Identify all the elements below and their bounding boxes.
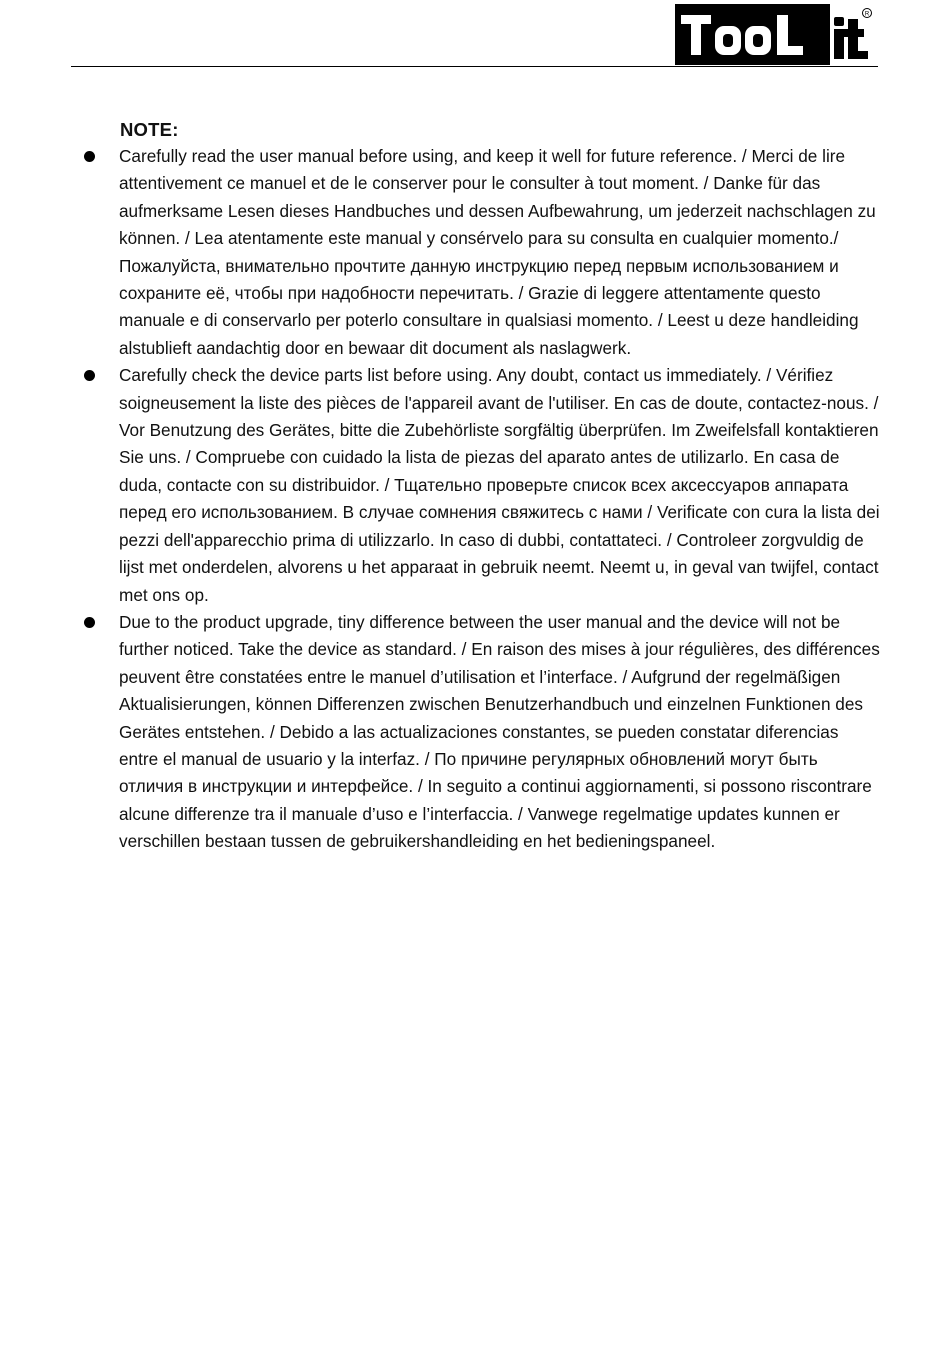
note-text: Carefully read the user manual before using, and keep it well for future reference. / Merci de lire attentivement ce manuel et de le conserver pour le consulter à tout moment. / Danke für das aufmerksame Lesen dieses Handbuches und dessen Aufbewahrung, um jederzeit nachschlagen zu können. / Lea atentamente este manual y consérvelo para su consulta en cualquier momento./ Пожалуйста, внимательно прочтите данную инструкцию перед первым использованием и сохраните её, чтобы при надобности перечитать. / Grazie di leggere attentamente questo manuale e di conservarlo per poterlo consultare in qualsiasi momento. / Leest u deze handleiding alstublieft aandachtig door en bewaar dit document als naslagwerk. bbox=[119, 146, 876, 358]
header-rule bbox=[71, 66, 878, 67]
note-heading: NOTE: bbox=[120, 119, 179, 140]
note-text: Due to the product upgrade, tiny difference between the user manual and the device will not be further noticed. Take the device as standard. / En raison des mises à jour régulières, des différences peuvent être constatées entre le manuel d’utilisation et l’interface. / Aufgrund der regelmäßigen Aktualisierungen, können Differenzen zwischen Benutzerhandbuch und einzelnen Funktionen des Gerätes entstehen. / Debido a las actualizaciones constantes, se pueden constatar diferencias entre el manual de usuario y la interfaz. / По причине регулярных обновлений могут быть отличия в инструкции и интерфейсе. / In seguito a continui aggiornamenti, si possono riscontrare alcune differenze tra il manuale d’uso e l’interfaccia. / Vanwege regelmatige updates kunnen er verschillen bestaan tussen de gebruikershandleiding en het bedieningspaneel. bbox=[119, 611, 880, 852]
bullet-icon bbox=[84, 617, 95, 628]
list-item bbox=[119, 609, 881, 856]
bullet-icon bbox=[84, 151, 95, 162]
list-item bbox=[119, 362, 881, 609]
bullet-icon bbox=[84, 370, 95, 381]
list-item bbox=[119, 143, 881, 362]
toolit-logo-graphic bbox=[675, 4, 875, 65]
notes-list bbox=[119, 143, 881, 856]
brand-logo bbox=[675, 4, 875, 65]
note-text: Carefully check the device parts list before using. Any doubt, contact us immediately. / Vérifiez soigneusement la liste des pièces de l'appareil avant de l'utiliser. En cas de doute, contactez-nous. / Vor Benutzung des Gerätes, bitte die Zubehörliste sorgfältig überprüfen. Im Zweifelsfall kontaktieren Sie uns. / Compruebe con cuidado la lista de piezas del aparato antes de utilizarlo. En casa de duda, contacte con su distribuidor. / Тщательно проверьте список всех аксессуаров аппарата перед его использованием. В случае сомнения свяжитесь с нами / Verificate con cura la lista dei pezzi dell'apparecchio prima di utilizzarlo. In caso di dubbi, contattateci. / Controleer zorgvuldig de lijst met onderdelen, alvorens u het apparaat in gebruik neemt. Neemt u, in geval van twijfel, contact met ons op. bbox=[119, 365, 880, 605]
svg-text:R: R bbox=[864, 11, 870, 18]
